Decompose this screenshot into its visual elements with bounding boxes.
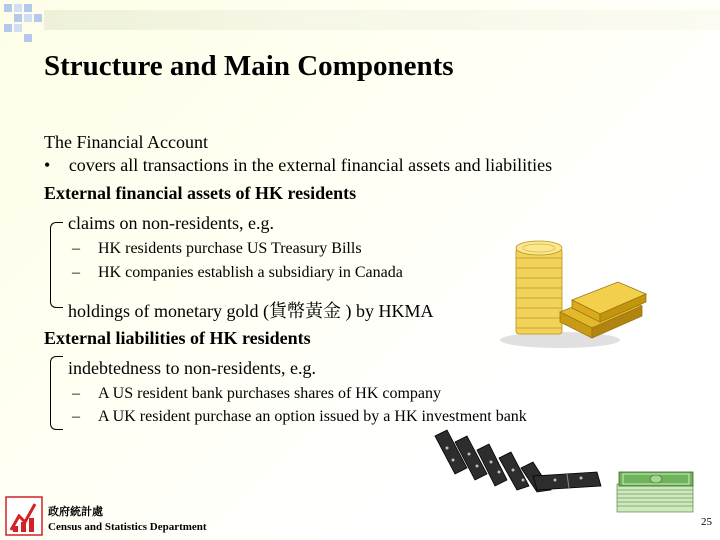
assets-heading: External financial assets of HK residents: [44, 183, 357, 203]
liabilities-heading: External liabilities of HK residents: [44, 328, 311, 348]
banknotes-stack-icon: [615, 470, 697, 514]
dash: –: [72, 240, 80, 257]
bullet-line: [44, 154, 552, 176]
financial-account-label: The Financial Account: [44, 132, 208, 152]
dominoes-icon: [425, 428, 610, 494]
indebtedness-text: indebtedness to non-residents, e.g.: [68, 358, 316, 378]
brace-assets: [50, 222, 63, 308]
gold-text: holdings of monetary gold (貨幣黃金 ) by HKMA: [68, 301, 434, 321]
dash: –: [72, 385, 80, 402]
title-bar-decoration: [44, 10, 720, 30]
claims-item-text: HK residents purchase US Treasury Bills: [98, 240, 362, 257]
department-name: Census and Statistics Department: [48, 521, 207, 533]
indebtedness-item-text: A US resident bank purchases shares of HK company: [98, 385, 442, 402]
indebtedness-item-2: [72, 406, 527, 428]
dash: –: [72, 408, 80, 425]
indebtedness-item-1: [72, 383, 441, 405]
claims-item-text: HK companies establish a subsidiary in Canada: [98, 264, 403, 281]
csd-logo-icon: [5, 496, 43, 536]
gold-coins-stack-icon: [500, 220, 660, 350]
brace-liabilities: [50, 356, 63, 430]
covers-text: covers all transactions in the external financial assets and liabilities: [68, 155, 553, 175]
department-chinese-name: 政府統計處: [48, 506, 103, 518]
page-number: 25: [701, 516, 712, 528]
claims-item-1: [72, 238, 362, 260]
bullet-symbol: •: [44, 155, 51, 175]
gold-bars-icon: [560, 282, 646, 338]
slide-title: Structure and Main Components: [44, 50, 454, 82]
indebtedness-item-text: A UK resident purchase an option issued by a HK investment bank: [98, 408, 527, 425]
dash: –: [72, 264, 80, 281]
claims-item-2: [72, 262, 403, 284]
claims-text: claims on non-residents, e.g.: [68, 213, 274, 233]
